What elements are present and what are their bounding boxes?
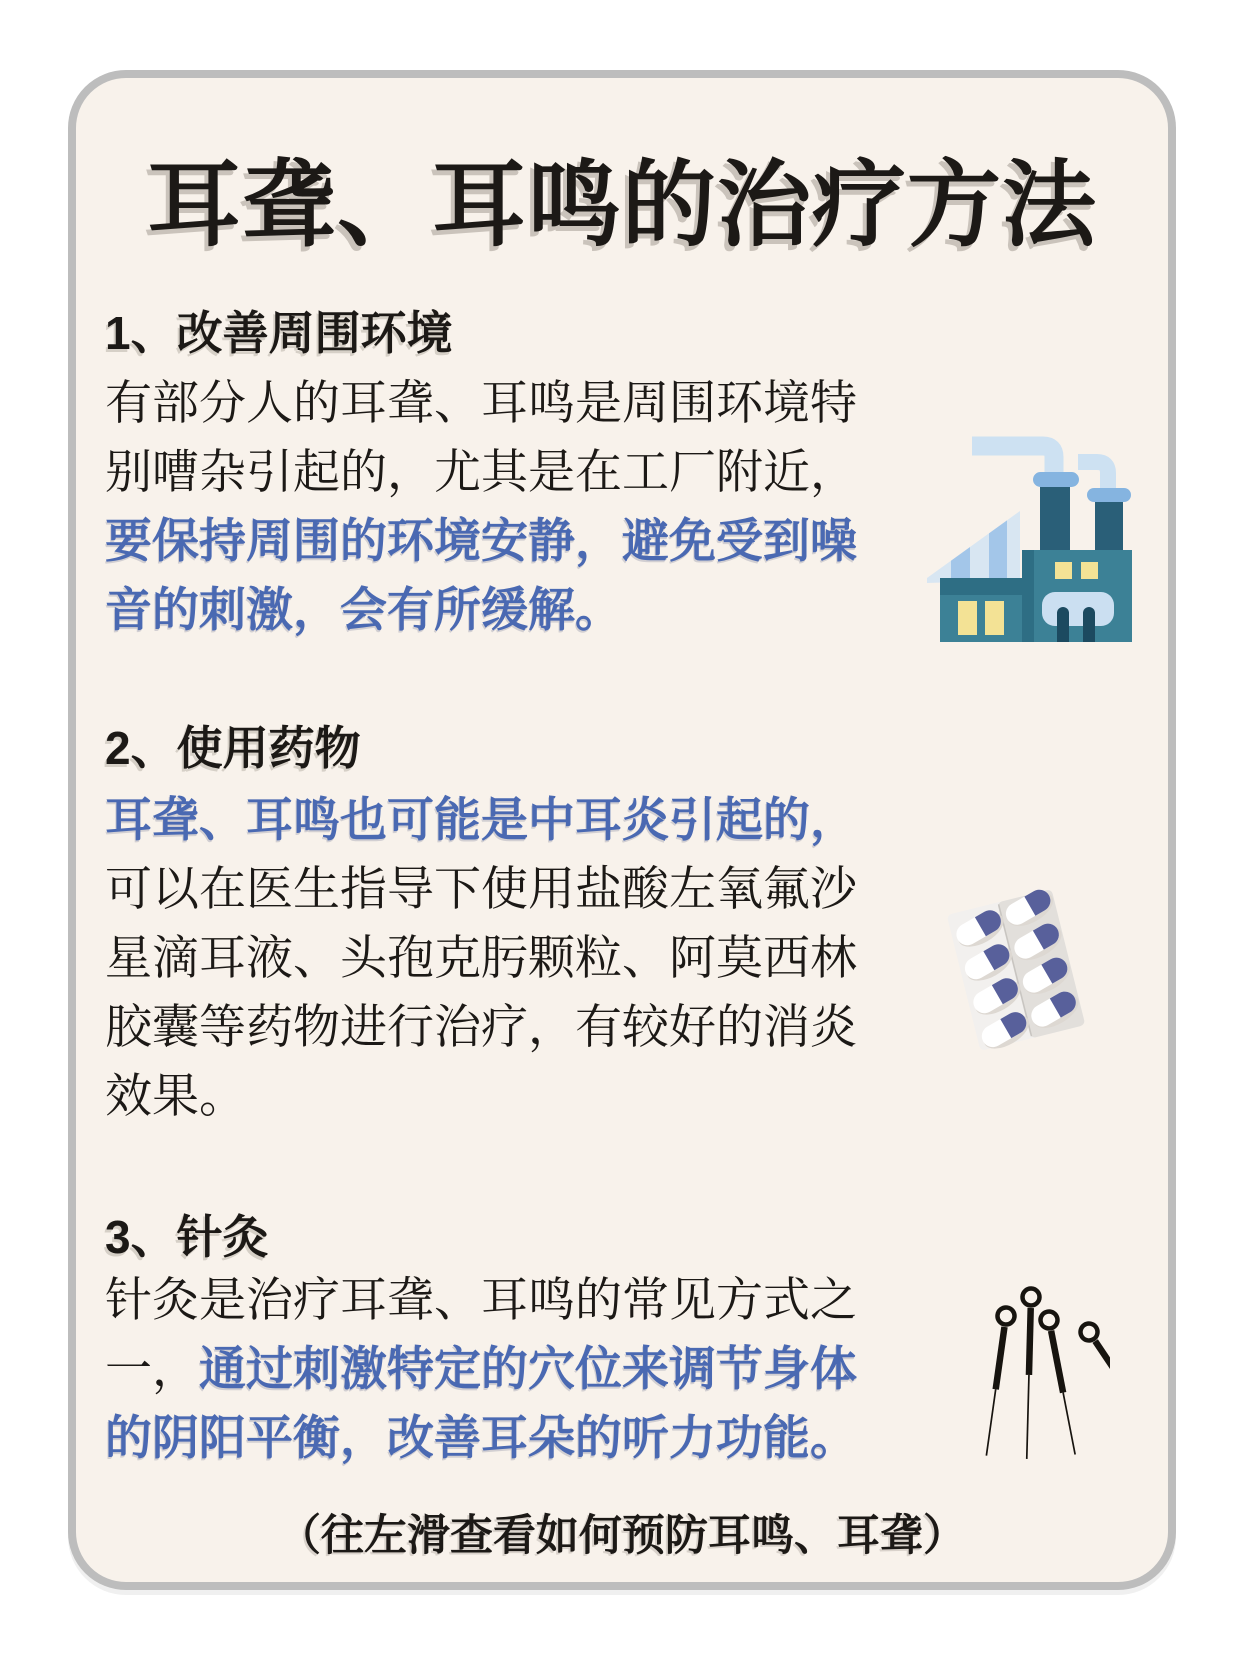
text-line (105, 368, 857, 437)
page-title: 耳聋、耳鸣的治疗方法 (146, 152, 1097, 257)
body-text: 可以在医生指导下使用盐酸左氧氟沙 (105, 862, 857, 915)
factory-roof (927, 505, 1020, 583)
body-text: 胶囊等药物进行治疗，有较好的消炎 (105, 1000, 857, 1053)
text-line (105, 575, 857, 644)
text-line (105, 854, 857, 923)
highlight-text: 通过刺激特定的穴位来调节身体 (199, 1342, 857, 1395)
body-text: 星滴耳液、头孢克肟颗粒、阿莫西林 (105, 931, 857, 984)
acupuncture-needles-icon (985, 1278, 1110, 1473)
highlight-text: 要保持周围的环境安静，避免受到噪 (105, 514, 857, 567)
text-line (105, 1334, 857, 1403)
section-1-body (105, 368, 857, 644)
text-line (105, 1403, 857, 1472)
highlight-text: 耳聋、耳鸣也可能是中耳炎引起的， (105, 793, 857, 846)
factory-icon (925, 435, 1135, 645)
body-text: 针灸是治疗耳聋、耳鸣的常见方式之 (105, 1273, 857, 1326)
text-line (105, 437, 857, 506)
section-2-body (105, 785, 857, 1130)
text-line (105, 1265, 857, 1334)
pill-blister-icon (930, 870, 1110, 1070)
highlight-text: 的阴阳平衡，改善耳朵的听力功能。 (105, 1411, 857, 1464)
text-line (105, 1061, 857, 1130)
text-line (105, 785, 857, 854)
section-2-heading: 2、使用药物 (105, 722, 361, 774)
body-text: 别嘈杂引起的，尤其是在工厂附近， (105, 445, 857, 498)
text-line (105, 506, 857, 575)
text-line (105, 923, 857, 992)
section-1-heading: 1、改善周围环境 (105, 307, 453, 359)
section-3-heading: 3、针灸 (105, 1211, 269, 1263)
highlight-text: 音的刺激，会有所缓解。 (105, 583, 622, 636)
swipe-left-hint: （往左滑查看如何预防耳鸣、耳聋） (278, 1512, 966, 1560)
body-text: 效果。 (105, 1069, 246, 1122)
body-text: 有部分人的耳聋、耳鸣是周围环境特 (105, 376, 857, 429)
body-text: 一， (105, 1342, 199, 1395)
section-3-body (105, 1265, 857, 1472)
info-card[interactable] (68, 70, 1176, 1590)
text-line (105, 992, 857, 1061)
